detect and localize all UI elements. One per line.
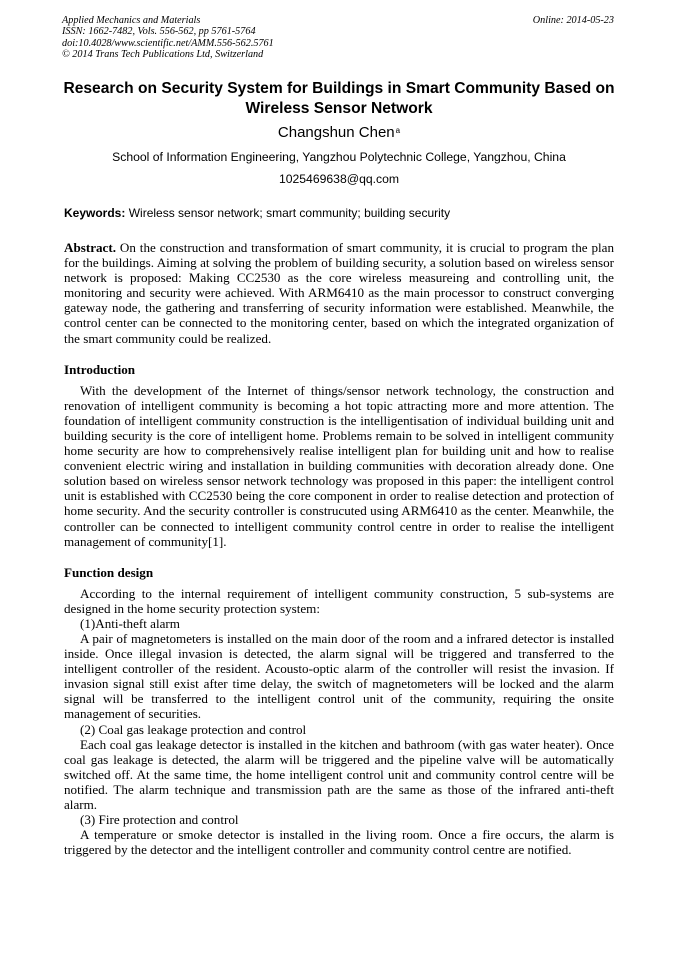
introduction-heading: Introduction xyxy=(64,361,136,377)
fire-protection-paragraph: A temperature or smoke detector is installed in the living room. Once a fire occurs, the alarm is triggered by the detector and the intelligent controller and community control centre are notified. xyxy=(64,827,614,858)
affiliation: School of Information Engineering, Yangzhou Polytechnic College, Yangzhou, China xyxy=(112,150,566,164)
introduction-paragraph: With the development of the Internet of things/sensor network technology, the construction and renovation of intelligent community is becoming a hot topic attracting more and more attention. The foundation of intelligent community construction is the intelligentisation of individual building unit and building security is the core of intelligent home. Problems remain to be solved in intelligent community home security are how to comprehensively realise intelligent plan for building unit and how to realise convenient electric wiring and installation in building communities with decoration already done. One solution based on wireless sensor network technology was proposed in this paper: the intelligent control unit is established with CC2530 being the core component in order to realise detection and protection of home security. And the security controller is construcuted using ARM6410 as the center. Meanwhile, the controller can be connected to intelligent community control centre in order to realise the intelligent management of community[1]. xyxy=(64,382,614,549)
function-design-heading: Function design xyxy=(64,564,154,580)
author-line xyxy=(0,124,678,141)
journal-name: Applied Mechanics and Materials xyxy=(62,15,201,26)
author-mark: a xyxy=(395,126,401,135)
abstract-label: Abstract. xyxy=(64,240,116,255)
gas-leakage-title: (2) Coal gas leakage protection and control xyxy=(80,721,307,737)
abstract-text: On the construction and transformation of smart community, it is crucial to program the plan for the buildings. Aiming at solving the problem of building security, a solution based on wireless sensor network is proposed: Making CC2530 as the core wireless measureing and controlling unit, the monitoring and security were achieved. With ARM6410 as the main processor to construct converging gateway node, the gathering and transferring of security information were established. Meanwhile, the control center can be connected to the monitoring center, based on which the integrated organization of the smart community could be realized. xyxy=(64,240,614,346)
author-email: 1025469638@qq.com xyxy=(278,172,400,186)
keywords xyxy=(64,206,614,220)
function-design-intro: According to the internal requirement of intelligent community construction, 5 sub-systems are designed in the home security protection system: xyxy=(64,585,614,616)
author-name: Changshun Chen xyxy=(277,124,395,141)
anti-theft-paragraph: A pair of magnetometers is installed on the main door of the room and a infrared detector is installed inside. Once illegal invasion is detected, the alarm signal will be triggered and transferred to the intelligent controller of the resident. Acousto-optic alarm of the controller will resist the invasion. If invasion signal still exist after time delay, the switch of magnetometers will be locked and the alarm signal will be transferred to the intelligent control unit of the community, requiring the onsite management of securities. xyxy=(64,630,614,722)
paper-body xyxy=(64,240,614,857)
fire-protection-title: (3) Fire protection and control xyxy=(80,812,239,828)
paper-title: Research on Security System for Buildings in Smart Community Based on Wireless Sensor Network xyxy=(63,80,615,117)
anti-theft-title: (1)Anti-theft alarm xyxy=(80,615,180,631)
abstract xyxy=(64,240,614,346)
issn-line: ISSN: 1662-7482, Vols. 556-562, pp 5761-5764 xyxy=(62,26,256,38)
doi-line: doi:10.4028/www.scientific.net/AMM.556-562.5761 xyxy=(62,37,274,49)
keywords-text: Wireless sensor network; smart community; building security xyxy=(128,206,451,220)
online-date: Online: 2014-05-23 xyxy=(532,15,614,26)
journal-header xyxy=(62,15,614,61)
copyright-line: © 2014 Trans Tech Publications Ltd, Switzerland xyxy=(62,49,264,61)
keywords-label: Keywords: xyxy=(64,206,126,220)
gas-leakage-paragraph: Each coal gas leakage detector is installed in the kitchen and bathroom (with gas water heater). Once coal gas leakage is detected, the alarm will be triggered and the pipeline valve will be automatically switched off. At the same time, the home intelligent control unit and community control centre will be notified. The alarm technique and transmission path are the same as those of the infrared anti-theft alarm. xyxy=(64,736,614,812)
